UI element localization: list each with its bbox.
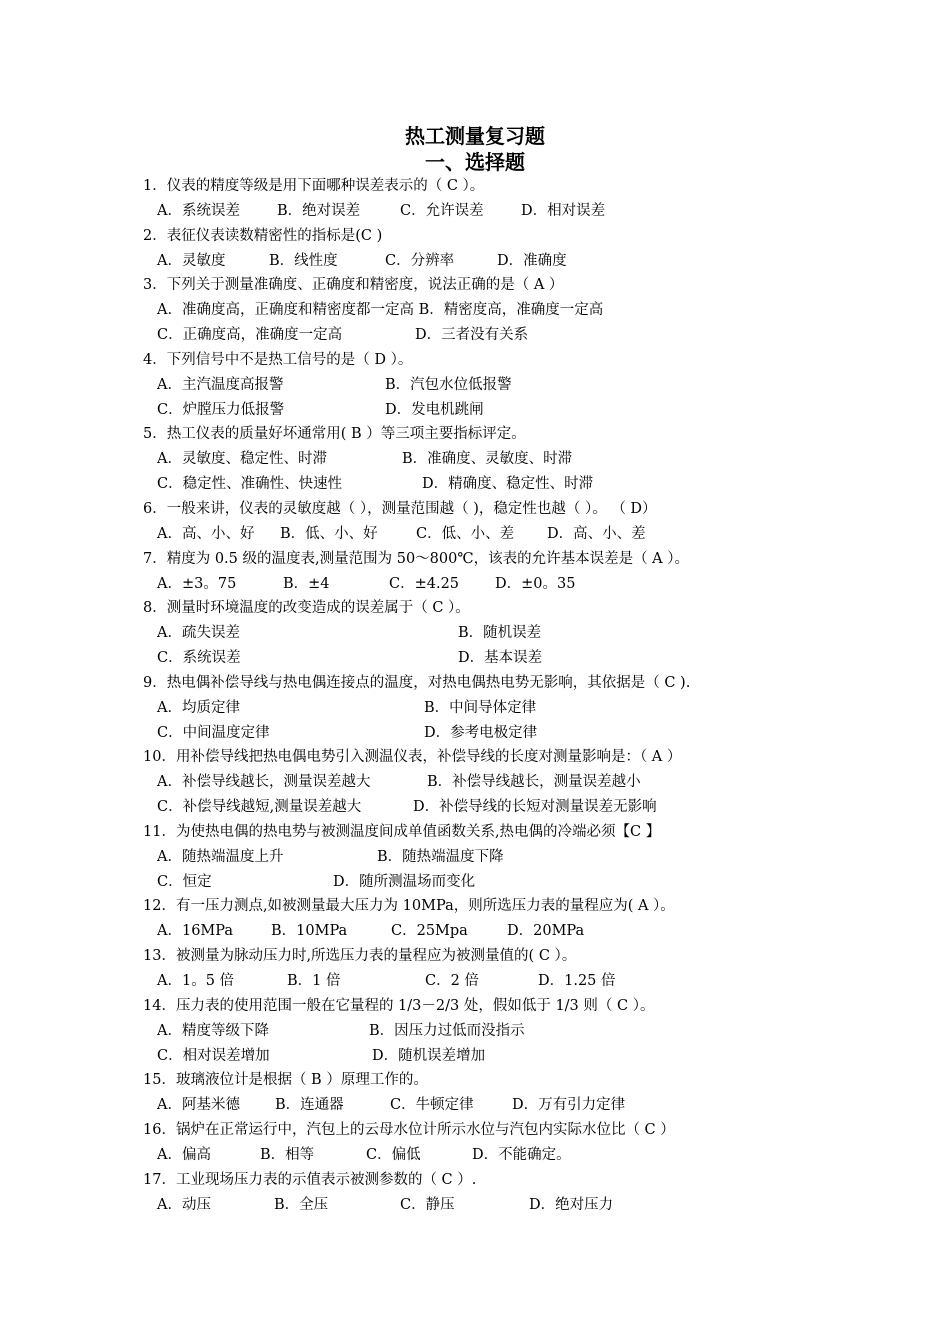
option-row	[143, 373, 823, 398]
answer-option: D．相对误差	[521, 202, 606, 219]
answer-option: A．准确度高，正确度和精密度都一定高 B．精密度高，准确度一定高	[157, 302, 604, 319]
option-row	[143, 770, 823, 795]
answer-option: A．灵敏度	[157, 252, 226, 269]
answer-option: D．补偿导线的长短对测量误差无影响	[413, 799, 657, 816]
answer-option: D．三者没有关系	[415, 327, 529, 344]
question-text: 11．为使热电偶的热电势与被测温度间成单值函数关系,热电偶的冷端必须【C 】	[143, 823, 661, 840]
answer-option: B．补偿导线越长，测量误差越小	[427, 774, 641, 791]
answer-option: C．允许误差	[400, 202, 484, 219]
answer-option: C．牛顿定律	[390, 1097, 474, 1114]
answer-option: C．正确度高，准确度一定高	[157, 327, 343, 344]
answer-option: D．参考电极定律	[424, 724, 538, 741]
answer-option: C．恒定	[157, 873, 212, 890]
question-text: 8．测量时环境温度的改变造成的误差属于（ C ）。	[143, 600, 470, 617]
answer-option: A．1。5 倍	[157, 973, 235, 989]
question-text: 9．热电偶补偿导线与热电偶连接点的温度，对热电偶热电势无影响，其依据是（ C ).	[143, 674, 691, 691]
question-text: 1．仪表的精度等级是用下面哪种误差表示的（ C ）。	[143, 178, 485, 194]
option-row	[143, 1193, 823, 1218]
answer-option: B．线性度	[269, 252, 338, 269]
option-row	[143, 1143, 823, 1168]
answer-option: D．随所测温场而变化	[333, 873, 476, 890]
option-row	[143, 969, 823, 994]
answer-option: B．随热端温度下降	[377, 848, 504, 865]
answer-option: B．因压力过低而没指示	[369, 1022, 525, 1039]
option-row	[143, 621, 823, 646]
question-text: 12．有一压力测点,如被测量最大压力为 10MPa，则所选压力表的量程应为( A ）。	[143, 898, 675, 915]
answer-option: C．分辨率	[385, 252, 455, 269]
option-row	[143, 199, 823, 224]
option-row	[143, 870, 823, 895]
question-text: 4．下列信号中不是热工信号的是（ D ）。	[143, 351, 413, 368]
question-text: 3．下列关于测量准确度、正确度和精密度，说法正确的是（ A ）	[143, 277, 564, 294]
answer-option: D．±0。35	[495, 575, 576, 592]
answer-option: A．动压	[157, 1196, 211, 1213]
answer-option: A．偏高	[157, 1146, 211, 1163]
answer-option: B．低、小、好	[280, 525, 378, 542]
answer-option: B．汽包水位低报警	[385, 376, 512, 393]
answer-option: C．25Mpa	[391, 923, 468, 940]
answer-option: A．精度等级下降	[157, 1022, 269, 1039]
answer-option: A．灵敏度、稳定性、时滞	[157, 451, 327, 468]
answer-option: C．偏低	[366, 1146, 421, 1163]
answer-option: C．补偿导线越短,测量误差越大	[157, 799, 362, 816]
option-row	[143, 721, 823, 746]
answer-option: C．±4.25	[389, 575, 460, 592]
option-row	[143, 472, 823, 497]
answer-option: A．16MPa	[157, 923, 234, 940]
answer-option: A．阿基米德	[157, 1097, 240, 1114]
answer-option: C．系统误差	[157, 650, 241, 667]
option-row	[143, 249, 823, 274]
option-row	[143, 1044, 823, 1069]
answer-option: D．1.25 倍	[538, 973, 616, 989]
answer-option: D．基本误差	[458, 650, 543, 667]
question-text: 7．精度为 0.5 级的温度表,测量范围为 50～800℃，该表的允许基本误差是（ A ）。	[143, 550, 690, 567]
answer-option: A．主汽温度高报警	[157, 376, 284, 393]
option-row	[143, 447, 823, 472]
answer-option: D．万有引力定律	[512, 1097, 626, 1114]
answer-option: C．相对误差增加	[157, 1047, 270, 1064]
answer-option: A．系统误差	[157, 202, 240, 219]
document-title: 热工测量复习题	[405, 124, 545, 148]
answer-option: D．20MPa	[507, 923, 585, 940]
answer-option: B．准确度、灵敏度、时滞	[402, 451, 573, 468]
answer-option: B．随机误差	[458, 625, 542, 642]
question-text: 13．被测量为脉动压力时,所选压力表的量程应为被测量值的( C ）。	[143, 948, 577, 965]
answer-option: B．连通器	[275, 1097, 344, 1114]
answer-option: D．精确度、稳定性、时滞	[422, 476, 594, 493]
answer-option: C．中间温度定律	[157, 724, 270, 741]
question-text: 5．热工仪表的质量好坏通常用( B ）等三项主要指标评定。	[143, 426, 526, 443]
answer-option: D．不能确定。	[472, 1146, 571, 1163]
answer-option: D．发电机跳闸	[385, 401, 484, 418]
answer-option: C．炉膛压力低报警	[157, 401, 285, 418]
question-text: 2．表征仪表读数精密性的指标是(C )	[143, 227, 383, 244]
answer-option: A．高、小、好	[157, 525, 255, 542]
answer-option: B．1 倍	[287, 973, 341, 989]
option-row	[143, 646, 823, 671]
question-list	[143, 174, 823, 1217]
answer-option: D．准确度	[497, 252, 567, 269]
answer-option: B．中间导体定律	[424, 699, 537, 716]
answer-option: C．静压	[400, 1196, 455, 1213]
option-row	[143, 696, 823, 721]
answer-option: C．低、小、差	[416, 525, 515, 542]
option-row	[143, 298, 823, 323]
question-text: 14．压力表的使用范围一般在它量程的 1/3－2/3 处，假如低于 1/3 则（ C ）。	[143, 997, 655, 1014]
answer-option: D．高、小、差	[547, 525, 646, 542]
answer-option: B．全压	[274, 1196, 329, 1213]
option-row	[143, 919, 823, 944]
answer-option: A．±3。75	[157, 575, 237, 592]
answer-option: A．均质定律	[157, 699, 240, 716]
option-row	[143, 323, 823, 348]
answer-option: B．相等	[260, 1146, 315, 1163]
answer-option: C．稳定性、准确性、快速性	[157, 476, 343, 493]
option-row	[143, 572, 823, 597]
answer-option: B．±4	[283, 575, 330, 592]
answer-option: B．绝对误差	[277, 202, 361, 219]
question-text: 17．工业现场压力表的示值表示被测参数的（ C ）.	[143, 1171, 477, 1188]
answer-option: D．随机误差增加	[372, 1047, 486, 1064]
question-text: 15．玻璃液位计是根据（ B ）原理工作的。	[143, 1072, 428, 1089]
question-text: 10．用补偿导线把热电偶电势引入测温仪表，补偿导线的长度对测量影响是：（ A ）	[143, 749, 682, 766]
option-row	[143, 795, 823, 820]
option-row	[143, 845, 823, 870]
option-row	[143, 1019, 823, 1044]
answer-option: A．随热端温度上升	[157, 848, 284, 865]
answer-option: A．疏失误差	[157, 625, 240, 642]
question-text: 16．锅炉在正常运行中，汽包上的云母水位计所示水位与汽包内实际水位比（ C ）	[143, 1122, 675, 1139]
question-text: 6．一般来讲，仪表的灵敏度越（ ），测量范围越（ )，稳定性也越（ ）。 （ D）	[143, 500, 657, 517]
answer-option: D．绝对压力	[529, 1196, 614, 1213]
option-row	[143, 398, 823, 423]
option-row	[143, 1093, 823, 1118]
answer-option: B．10MPa	[271, 923, 348, 940]
answer-option: A．补偿导线越长，测量误差越大	[157, 774, 371, 791]
option-row	[143, 522, 823, 547]
section-heading: 一、选择题	[425, 150, 525, 174]
answer-option: C．2 倍	[425, 973, 479, 989]
